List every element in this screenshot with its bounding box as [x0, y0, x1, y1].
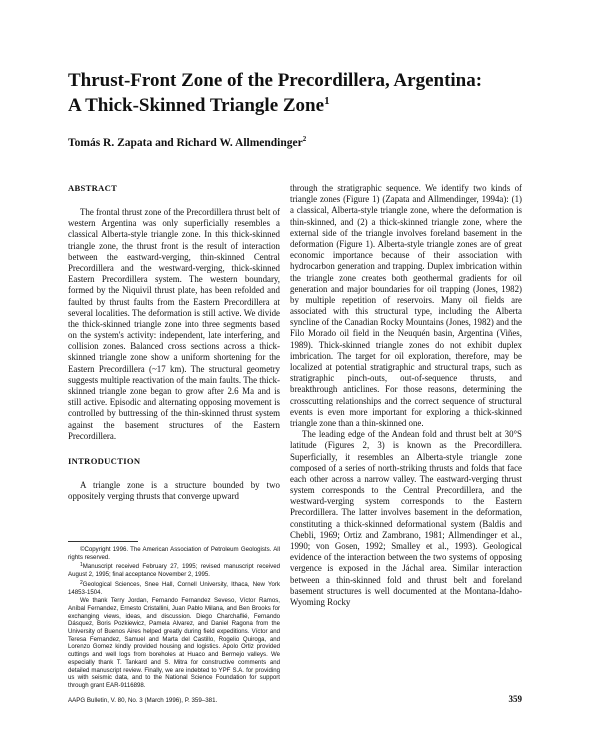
journal-citation: AAPG Bulletin, V. 80, No. 3 (March 1996), P. 359–381. — [68, 697, 218, 704]
affiliation-note-mark: 2 — [80, 579, 83, 586]
title-line-2 — [68, 91, 538, 116]
abstract-heading: ABSTRACT — [68, 183, 118, 193]
affiliation-note — [68, 580, 280, 596]
author-line — [68, 135, 538, 149]
author-names: Tomás R. Zapata and Richard W. Allmendinger — [68, 137, 303, 149]
manuscript-note — [68, 562, 280, 578]
introduction-heading: INTRODUCTION — [68, 455, 141, 466]
body-paragraph-2: The leading edge of the Andean fold and thrust belt at 30°S latitude (Figures 2, 3) is known as the Precordillera. Superficially, it resembles an Alberta-style triangle zone composed of a series of north-striking thrusts and folds that face each other across a narrow valley. The eastward-verging thrust system corresponds to the Central Precordillera, and the westward-verging system corresponds to the Eastern Precordillera. The latter involves basement in the deformation, constituting a thick-skinned deformational system (Baldis and Chebli, 1969; Ortiz and Zambrano, 1981; Allmendinger et al., 1990; von Gosen, 1992; Smalley et al., 1993). Geological evidence of the interaction between the two systems of opposing vergence is exposed in the Jáchal area. Similar interaction between a thin-skinned fold and thrust belt and foreland basement structures is well documented at the Montana-Idaho-Wyoming Rocky — [290, 429, 522, 607]
right-column — [290, 183, 522, 608]
acknowledgments: We thank Terry Jordan, Fernando Fernandez Seveso, Víctor Ramos, Aníbal Fernandez, Ernesto Cristallini, Juan Pablo Milana, and Ben Brooks for exchanging views, ideas, and discussion. Diego Charchaflié, Fernando Dásquez, Boris Pozkiewicz, Pamela Alvarez, and Daniel Ragona from the University of Buenos Aires helped greatly during field expeditions. Víctor and Teresa Fernandez, Samuel and Marta del Castillo, Rogelio Quiroga, and Lorenzo Gomez kindly provided housing and logistics. Apolo Ortiz provided cuttings and well logs from boreholes at Huaco and Bermejo valleys. We especially thank T. Tankard and S. Mitra for constructive comments and detailed manuscript review. Finally, we are indebted to YPF S.A. for providing us with seismic data, and to the National Science Foundation for support through grant EAR-9116898. — [68, 597, 280, 689]
footnotes — [68, 546, 280, 691]
copyright-note: ©Copyright 1996. The American Association of Petroleum Geologists. All rights reserved. — [68, 546, 280, 561]
title-footnote-mark: 1 — [324, 95, 330, 107]
manuscript-note-mark: 1 — [80, 562, 83, 569]
paper-title — [68, 70, 538, 116]
affiliation-note-text: Geological Sciences, Snee Hall, Cornell University, Ithaca, New York 14853-1504. — [68, 580, 280, 596]
introduction-text: A triangle zone is a structure bounded by two oppositely verging thrusts that converge upward — [68, 479, 280, 502]
title-line-2-text: A Thick-Skinned Triangle Zone — [68, 95, 325, 116]
body-paragraph-1: through the stratigraphic sequence. We identify two kinds of triangle zones (Figure 1) (Zapata and Allmendinger, 1994a): (1) a classical, Alberta-style triangle zone, where the deformation is thin-skinned, and (2) a thick-skinned triangle zone, where the external side of the triangle involves foreland basement in the deformation (Figure 1). Alberta-style triangle zones are of great economic importance because of their association with hydrocarbon generation and trapping. Duplex imbrication within the triangle zone creates both geothermal gradients for oil generation and major boundaries for oil trapping (Jones, 1982) by multiple repetition of reservoirs. Many oil fields are associated with this structural type, including the Alberta syncline of the Canadian Rocky Mountains (Jones, 1982) and the Filo Morado oil field in the Neuquén basin, Argentina (Viñes, 1989). Thick-skinned triangle zones do not exhibit duplex imbrication. The target for oil exploration, therefore, may be localized at potential stratigraphic and structural traps, such as stratigraphic pinch-outs, out-of-sequence thrusts, and breakthrough anticlines. For those reasons, determining the crosscutting relationships and the correct sequence of structural events is even more important for exploring a thick-skinned triangle zone than a thin-skinned one. — [290, 183, 522, 428]
page-number: 359 — [508, 694, 522, 704]
left-column — [68, 183, 280, 502]
abstract-text: The frontal thrust zone of the Precordillera thrust belt of western Argentina was only superficially resembles a classical Alberta-style triangle zone. In this thick-skinned triangle zone, the thrust front is the result of interaction between the eastward-verging, thin-skinned Central Precordillera and the westward-verging, thick-skinned Eastern Precordillera system. The western boundary, formed by the Niquivil thrust plate, has been refolded and faulted by thrust faults from the Eastern Precordillera at several localities. The deformation is still active. We divide the thick-skinned triangle zone into three segments based on the system's activity: independent, late interfering, and collision zones. Balanced cross sections across a thick-skinned triangle zone show a uniform shortening for the Eastern Precordillera (~17 km). The structural geometry suggests multiple reactivation of the main faults. The thick-skinned triangle zone began to grow after 2.6 Ma and is still active. Episodic and alternating opposing movement is controlled by buttressing of the thin-skinned thrust system against the basement structures of the Eastern Precordillera. — [68, 207, 280, 441]
footnote-divider — [68, 541, 138, 542]
author-footnote-mark: 2 — [302, 135, 307, 143]
manuscript-note-text: Manuscript received February 27, 1995; revised manuscript received August 2, 1995; final acceptance November 2, 1995. — [68, 563, 280, 579]
title-line-1: Thrust-Front Zone of the Precordillera, Argentina: — [68, 70, 483, 91]
